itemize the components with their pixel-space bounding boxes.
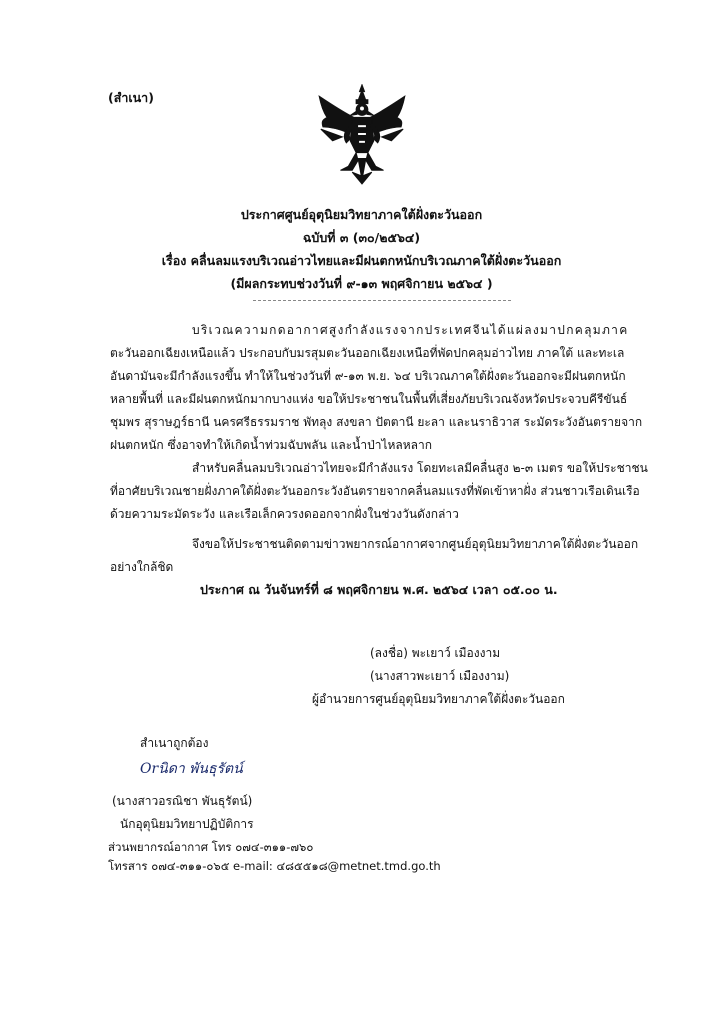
handwritten-signature: Orนิดา พันธุรัตน์: [140, 761, 243, 777]
paragraph-1-line-6: ฝนตกหนัก ซึ่งอาจทำให้เกิดน้ำท่วมฉับพลัน และน้ำป่าไหลหลาก: [110, 438, 433, 452]
signed-by: (ลงชื่อ) พะเยาว์ เมืองงาม: [370, 646, 501, 660]
paragraph-3-line-2: อย่างใกล้ชิด: [110, 560, 174, 574]
paragraph-1-line-5: ชุมพร สุราษฎร์ธานี นครศรีธรรมราช พัทลุง สงขลา ปัตตานี ยะลา และนราธิวาส ระมัดระวังอันตรายจาก: [110, 415, 643, 429]
subject-line: เรื่อง คลื่นลมแรงบริเวณอ่าวไทยและมีฝนตกหนักบริเวณภาคใต้ฝั่งตะวันออก: [161, 253, 562, 268]
paragraph-1-line-3: อันดามันจะมีกำลังแรงขึ้น ทำให้ในช่วงวันที่ ๙-๑๓ พ.ย. ๖๔ บริเวณภาคใต้ฝั่งตะวันออกจะมีฝนตกหนัก: [110, 369, 626, 383]
announcement-title: ประกาศศูนย์อุตุนิยมวิทยาภาคใต้ฝั่งตะวันออก: [240, 207, 483, 222]
certified-label: สำเนาถูกต้อง: [140, 736, 209, 750]
paragraph-2-line-2: ที่อาศัยบริเวณชายฝั่งภาคใต้ฝั่งตะวันออกระวังอันตรายจากคลื่นลมแรงที่พัดเข้าหาฝั่ง ส่วนชาวเรือเดินเรือ: [110, 484, 640, 498]
certifier-position: นักอุตุนิยมวิทยาปฏิบัติการ: [120, 817, 254, 831]
paragraph-1-line-2: ตะวันออกเฉียงเหนือแล้ว ประกอบกับมรสุมตะวันออกเฉียงเหนือที่พัดปกคลุมอ่าวไทย ภาคใต้ และทะเล: [110, 346, 625, 360]
paragraph-2-line-3: ด้วยความระมัดระวัง และเรือเล็กควรงดออกจากฝั่งในช่วงวันดังกล่าว: [110, 507, 459, 521]
signer-position: ผู้อำนวยการศูนย์อุตุนิยมวิทยาภาคใต้ฝั่งตะวันออก: [312, 692, 565, 706]
forecast-phone: ส่วนพยากรณ์อากาศ โทร ๐๗๔-๓๑๑-๗๖๐: [108, 840, 314, 854]
issue-number: ฉบับที่ ๓ (๓๐/๒๕๖๔): [302, 230, 421, 245]
separator-line: [253, 300, 511, 301]
paragraph-2-line-1: สำหรับคลื่นลมบริเวณอ่าวไทยจะมีกำลังแรง โดยทะเลมีคลื่นสูง ๒-๓ เมตร ขอให้ประชาชน: [192, 461, 648, 475]
certifier-name: (นางสาวอรณิชา พันธุรัตน์): [112, 794, 253, 808]
signer-name: (นางสาวพะเยาว์ เมืองงาม): [370, 669, 510, 683]
effect-period: (มีผลกระทบช่วงวันที่ ๙-๑๓ พฤศจิกายน ๒๕๖๔ ): [230, 276, 493, 291]
fax-email: โทรสาร ๐๗๔-๓๑๑-๐๖๕ e-mail: ๔๘๕๕๑๘@metnet.tmd.go.th: [108, 859, 441, 873]
paragraph-3-line-1: จึงขอให้ประชาชนติดตามข่าวพยากรณ์อากาศจากศูนย์อุตุนิยมวิทยาภาคใต้ฝั่งตะวันออก: [192, 537, 639, 551]
copy-mark: (สำเนา): [108, 90, 154, 105]
announcement-date: ประกาศ ณ วันจันทร์ที่ ๘ พฤศจิกายน พ.ศ. ๒๕๖๔ เวลา ๐๕.๐๐ น.: [200, 582, 558, 597]
garuda-emblem-icon: [313, 82, 411, 186]
paragraph-1-line-4: หลายพื้นที่ และมีฝนตกหนักมากบางแห่ง ขอให้ประชาชนในพื้นที่เสี่ยงภัยบริเวณจังหวัดประจวบคีรีขันธ์: [110, 392, 628, 406]
paragraph-1-line-1: บริเวณความกดอากาศสูงกำลังแรงจากประเทศจีนได้แผ่ลงมาปกคลุมภาค: [192, 323, 629, 337]
